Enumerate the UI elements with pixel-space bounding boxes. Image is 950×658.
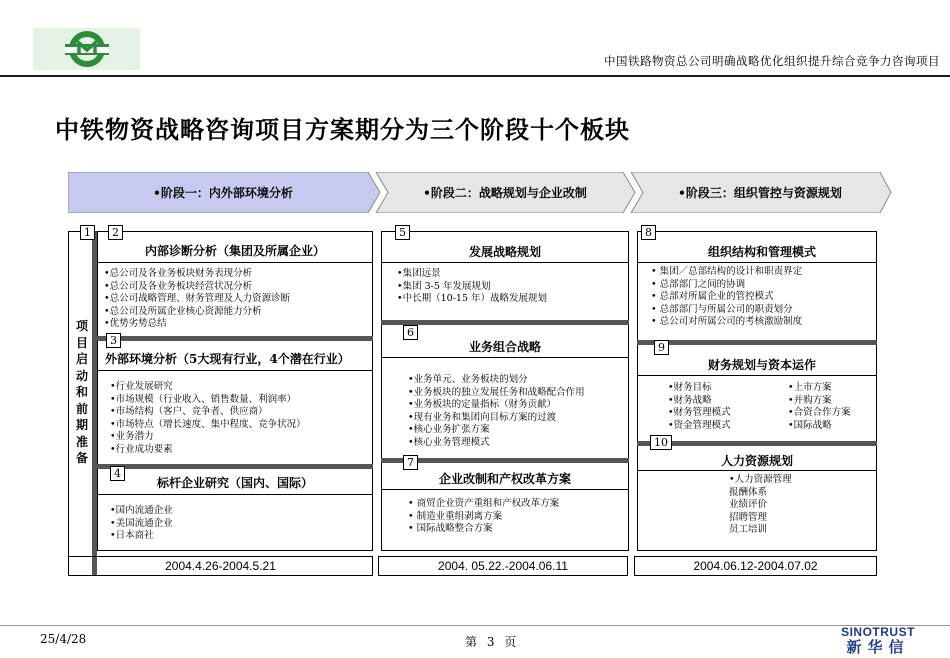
section-5-number: 5	[395, 225, 410, 240]
list-item: •行业发展研究	[110, 381, 173, 392]
list-item: •日本商社	[110, 530, 154, 541]
section-4-number: 4	[110, 466, 125, 481]
list-item: •上市方案	[788, 382, 832, 393]
section-8-divider	[637, 262, 877, 263]
section-9-list-left	[668, 382, 731, 432]
section-10-title: 人力资源规划	[720, 454, 793, 468]
list-item: •财务战略	[668, 394, 712, 406]
list-item: •集团 3-5 年发展规划	[397, 280, 491, 292]
section-3-title: 外部环境分析（5大现有行业，4个潜在行业）	[105, 352, 350, 366]
page-number: 第 3 页	[465, 635, 520, 649]
project-title: 中国铁路物资总公司明确战略优化组织提升综合竞争力咨询项目	[604, 54, 940, 68]
section-10-list	[729, 474, 792, 537]
footer-divider	[0, 625, 950, 626]
phase-2-date: 2004. 05.22.-2004.06.11	[378, 556, 628, 576]
list-item: •市场特点（增长速度、集中程度、竞争状况）	[110, 418, 306, 430]
section-4-divider	[97, 494, 373, 495]
section-1-number: 1	[80, 225, 95, 240]
section-9-divider	[637, 375, 877, 376]
list-item: •行业成功要素	[110, 443, 173, 455]
list-item: •国内流通企业	[110, 505, 173, 516]
section-8-title: 组织结构和管理模式	[707, 245, 816, 259]
section-10-bar	[637, 441, 877, 446]
list-item: 员工培训	[729, 524, 768, 535]
section-5-list	[397, 268, 547, 306]
phase-1-label: •阶段一：内外部环境分析	[153, 186, 293, 200]
list-item: •资金管理模式	[668, 419, 731, 431]
phase-2-label: •阶段二：战略规划与企业改制	[423, 186, 587, 200]
list-item: •合资合作方案	[788, 407, 851, 418]
section-3-divider	[97, 370, 373, 371]
section-6-list	[408, 374, 585, 449]
section-4-bar	[97, 464, 373, 469]
list-item: •业务板块的定量指标（财务贡献）	[408, 399, 557, 410]
section-7-list	[408, 498, 559, 536]
brand-name-en: SINOTRUST	[841, 625, 915, 639]
list-item: •现有业务和集团向目标方案的过渡	[408, 411, 557, 423]
list-item: • 集团／总部结构的设计和职责界定	[651, 266, 803, 277]
list-item: •总公司及所属企业核心资源能力分析	[104, 305, 262, 317]
company-logo	[33, 28, 140, 70]
list-item: • 总部对所属企业的管控模式	[651, 291, 774, 302]
list-item: •市场结构（客户、竞争者、供应商）	[110, 406, 268, 417]
list-item: •业务单元、业务板块的划分	[408, 374, 528, 385]
list-item: •集团远景	[397, 268, 441, 279]
list-item: •核心业务扩张方案	[408, 424, 490, 435]
phase-1-date: 2004.4.26-2004.5.21	[68, 556, 373, 576]
list-item: 报酬体系	[729, 486, 768, 498]
list-item: •总公司战略管理、财务管理及人力资源诊断	[104, 293, 291, 304]
section-6-bar	[381, 320, 629, 325]
list-item: •人力资源管理	[729, 474, 792, 485]
section-2-title: 内部诊断分析（集团及所属企业）	[144, 244, 325, 258]
list-item: •市场规模（行业收入、销售数量、利润率）	[110, 393, 297, 405]
section-3-bar	[97, 336, 373, 341]
section-7-title: 企业改制和产权改革方案	[438, 472, 571, 486]
brand-name-cn: 新华信	[846, 638, 910, 656]
list-item: •优势劣势总结	[104, 318, 167, 329]
section-2-divider	[97, 262, 373, 263]
prep-label-text: 项目启动和前期准备	[75, 319, 88, 465]
list-item: •中长期（10-15 年）战略发展规划	[397, 293, 548, 304]
list-item: •总公司及各业务板块财务表现分析	[104, 268, 253, 279]
list-item: • 国际战略整合方案	[408, 523, 493, 534]
section-5-divider	[381, 262, 629, 263]
section-8-number: 8	[641, 225, 656, 240]
list-item: • 总公司对所属公司的考核激励制度	[651, 316, 803, 327]
list-item: •财务管理模式	[668, 407, 731, 418]
footer-date: 25/4/28	[40, 632, 87, 646]
list-item: • 总部部门与所属公司的职责划分	[651, 303, 793, 315]
page-title: 中铁物资战略咨询项目方案期分为三个阶段十个板块	[55, 115, 630, 144]
list-item: •国际战略	[788, 419, 832, 431]
phase-3-date: 2004.06.12-2004.07.02	[634, 556, 877, 576]
section-9-number: 9	[654, 340, 669, 355]
list-item: •核心业务管理模式	[408, 436, 490, 448]
section-7-bar	[381, 458, 629, 463]
section-4-list	[110, 505, 173, 543]
list-item: •业务板块的独立发展任务和战略配合作用	[408, 386, 585, 398]
brand-logo	[833, 626, 923, 655]
list-item: •财务目标	[668, 382, 712, 393]
phase-3-label: •阶段三：组织管控与资源规划	[678, 186, 842, 200]
section-2-list	[104, 268, 290, 331]
section-2-number: 2	[108, 225, 123, 240]
section-8-list	[651, 266, 802, 329]
list-item: •总公司及各业务板块经营状况分析	[104, 280, 253, 292]
section-6-number: 6	[403, 325, 418, 340]
list-item: •业务潜力	[110, 431, 154, 442]
list-item: •美国流通企业	[110, 517, 173, 529]
section-10-divider	[637, 470, 877, 471]
section-9-title: 财务规划与资本运作	[707, 358, 816, 372]
list-item: • 总部部门之间的协调	[651, 278, 746, 290]
section-3-list	[110, 381, 306, 456]
section-10-number: 10	[650, 435, 672, 450]
section-6-divider	[381, 357, 629, 358]
prep-label	[75, 318, 89, 467]
list-item: • 制造业重组剥离方案	[408, 510, 503, 522]
section-9-list-right	[788, 382, 851, 432]
logo-emblem-icon	[33, 28, 140, 70]
header-divider	[0, 75, 950, 77]
list-item: •并购方案	[788, 394, 832, 406]
list-item: 招聘管理	[729, 511, 768, 523]
section-4-title: 标杆企业研究（国内、国际）	[156, 476, 313, 490]
section-7-number: 7	[403, 455, 418, 470]
list-item: • 商贸企业资产重组和产权改革方案	[408, 498, 560, 509]
list-item: 业绩评价	[729, 499, 768, 510]
section-5-title: 发展战略规划	[468, 245, 541, 259]
section-9-bar	[637, 340, 877, 345]
section-7-divider	[381, 489, 629, 490]
section-6-title: 业务组合战略	[468, 340, 541, 354]
section-3-number: 3	[106, 333, 121, 348]
